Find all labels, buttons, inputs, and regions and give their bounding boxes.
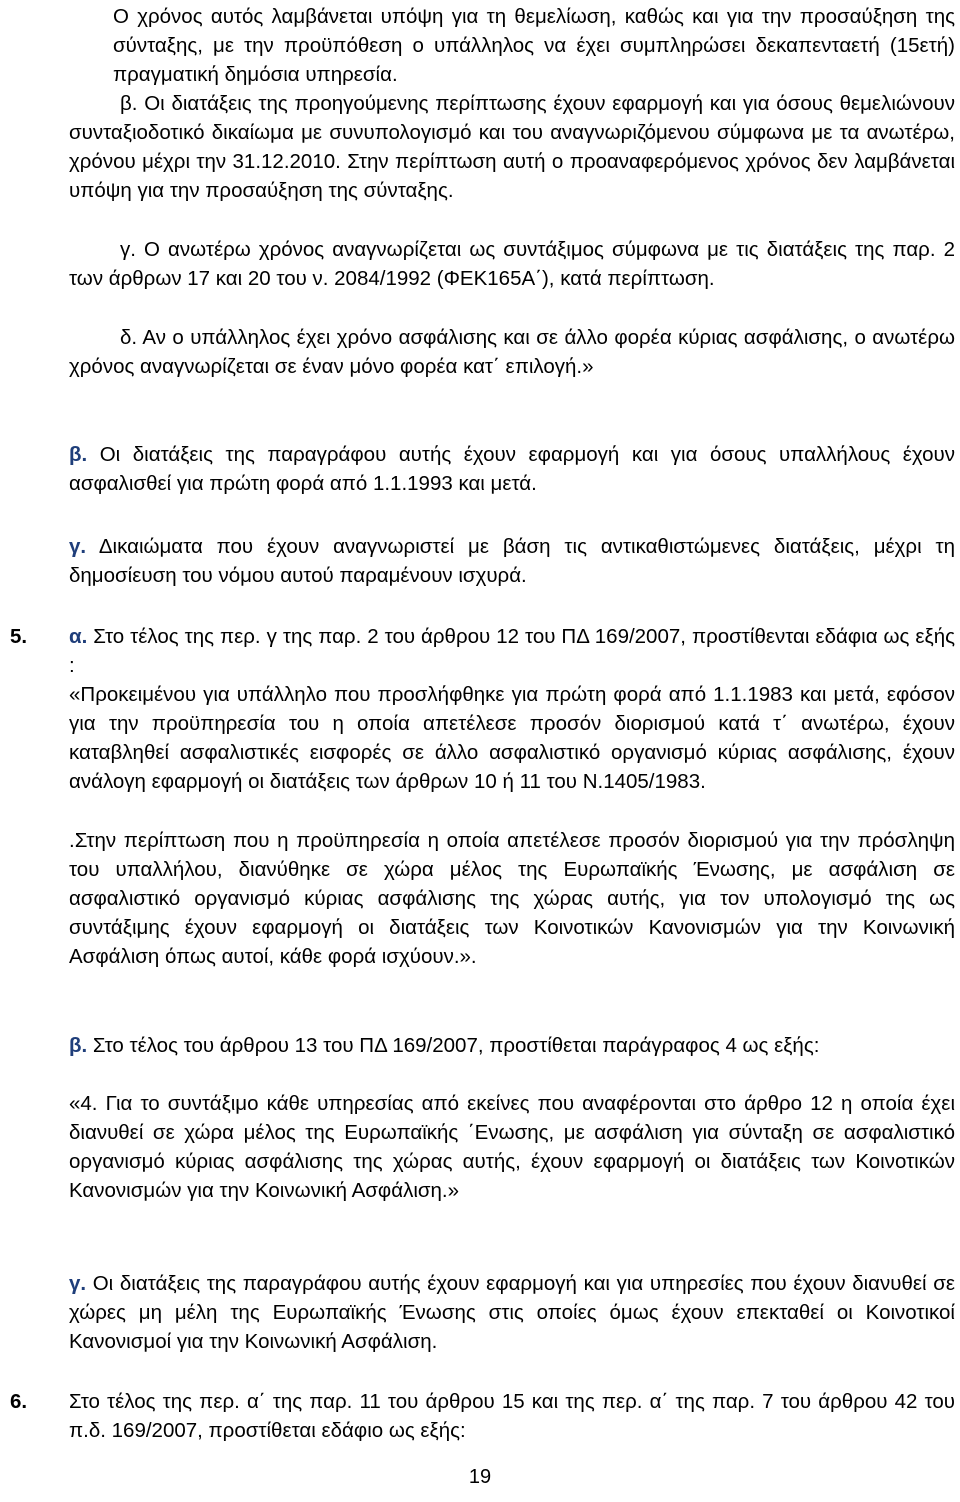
paragraph-label: β. (69, 443, 88, 466)
paragraph-beta: β. Οι διατάξεις της προηγούμενης περίπτωσης έχουν εφαρμογή και για όσους θεμελιώνουν συνταξιοδοτικό δικαίωμα με συνυπολογισμό και του αναγνωριζόμενου σύμφωνα με τα ανωτέρω, χρόνου μέχρι την 31.12.2010. Στην περίπτωση αυτή ο προαναφερόμενος χρόνος δεν λαμβάνεται υπόψη για την προσαύξηση της σύνταξης. (69, 92, 955, 202)
section-5b: β. Στο τέλος του άρθρου 13 του ΠΔ 169/2007, προστίθεται παράγραφος 4 ως εξής: (69, 1034, 820, 1057)
section-6: Στο τέλος της περ. α΄ της παρ. 11 του άρθρου 15 και της περ. α΄ της παρ. 7 του άρθρου 42 του π.δ. 169/2007, προστίθεται εδάφιο ως εξής: (69, 1390, 955, 1442)
section-number: 6. (10, 1390, 28, 1413)
paragraph-label: γ. (69, 535, 87, 558)
paragraph-label: γ. (69, 1272, 87, 1295)
paragraph-gamma: γ. Ο ανωτέρω χρόνος αναγνωρίζεται ως συντάξιμος σύμφωνα με τις διατάξεις της παρ. 2 των άρθρων 17 και 20 του ν. 2084/1992 (ΦΕΚ165Α΄), κατά περίπτωση. (69, 238, 955, 290)
section-5a: α. Στο τέλος της περ. γ της παρ. 2 του άρθρου 12 του ΠΔ 169/2007, προστίθενται εδάφια ως εξής : (69, 625, 955, 677)
paragraph-delta: δ. Αν ο υπάλληλος έχει χρόνο ασφάλισης και σε άλλο φορέα κύριας ασφάλισης, ο ανωτέρω χρόνος αναγνωρίζεται σε έναν μόνο φορέα κατ΄ επιλογή.» (69, 326, 955, 378)
paragraph-b: β. Οι διατάξεις της παραγράφου αυτής έχουν εφαρμογή και για όσους υπαλλήλους έχουν ασφαλισθεί για πρώτη φορά από 1.1.1993 και μετά. (69, 443, 955, 495)
quote-1: «Προκειμένου για υπάλληλο που προσλήφθηκε για πρώτη φορά από 1.1.1983 και μετά, εφόσον για την προϋπηρεσία του η οποία απετέλεσε προσόν διορισμού κατά τ΄ ανωτέρω, έχουν καταβληθεί ασφαλιστικές εισφορές σε άλλο ασφαλιστικό οργανισμό κύριας ασφάλισης, έχουν ανάλογη εφαρμογή οι διατάξεις των άρθρων 10 ή 11 του Ν.1405/1983. (69, 683, 955, 793)
quote-article-4: «4. Για το συντάξιμο κάθε υπηρεσίας από εκείνες που αναφέρονται στο άρθρο 12 η οποία έχει διανυθεί σε χώρα μέλος της Ευρωπαϊκής ΄Ενωσης, με ασφάλιση για σύνταξη σε ασφαλιστικό οργανισμό κύριας ασφάλισης της χώρας αυτής, έχουν εφαρμογή οι διατάξεις των Κοινοτικών Κανονισμών για την Κοινωνική Ασφάλιση.» (69, 1092, 955, 1202)
quote-2: .Στην περίπτωση που η προϋπηρεσία η οποία απετέλεσε προσόν διορισμού για την πρόσληψη του υπαλλήλου, διανύθηκε σε χώρα μέλος της Ευρωπαϊκής Ένωσης, με ασφάλιση σε ασφαλιστικό οργανισμό κύριας ασφάλισης της χώρας αυτής, για τον υπολογισμό της ως συντάξιμης έχουν εφαρμογή οι διατάξεις των Κοινοτικών Κανονισμών για την Κοινωνική Ασφάλιση όπως αυτοί, κάθε φορά ισχύουν.». (69, 829, 955, 968)
paragraph-label: α. (69, 625, 88, 648)
paragraph-label: β. (69, 1034, 88, 1057)
paragraph-label: δ. (120, 326, 138, 349)
paragraph-c: γ. Δικαιώματα που έχουν αναγνωριστεί με βάση τις αντικαθιστώμενες διατάξεις, μέχρι τη δημοσίευση του νόμου αυτού παραμένουν ισχυρά. (69, 535, 955, 587)
paragraph-label: γ. (120, 238, 136, 261)
paragraph-intro: Ο χρόνος αυτός λαμβάνεται υπόψη για τη θεμελίωση, καθώς και για την προσαύξηση της σύνταξης, με την προϋπόθεση ο υπάλληλος να έχει συμπληρώσει δεκαπενταετή (15ετή) πραγματική δημόσια υπηρεσία. (113, 5, 955, 86)
section-number: 5. (10, 625, 28, 648)
section-5c: γ. Οι διατάξεις της παραγράφου αυτής έχουν εφαρμογή και για υπηρεσίες που έχουν διανυθεί σε χώρες μη μέλη της Ευρωπαϊκής Ένωσης στις οποίες όμως έχουν επεκταθεί οι Κοινοτικοί Κανονισμοί για την Κοινωνική Ασφάλιση. (69, 1272, 955, 1353)
page-number: 19 (468, 1466, 492, 1488)
paragraph-label: β. (120, 92, 138, 115)
